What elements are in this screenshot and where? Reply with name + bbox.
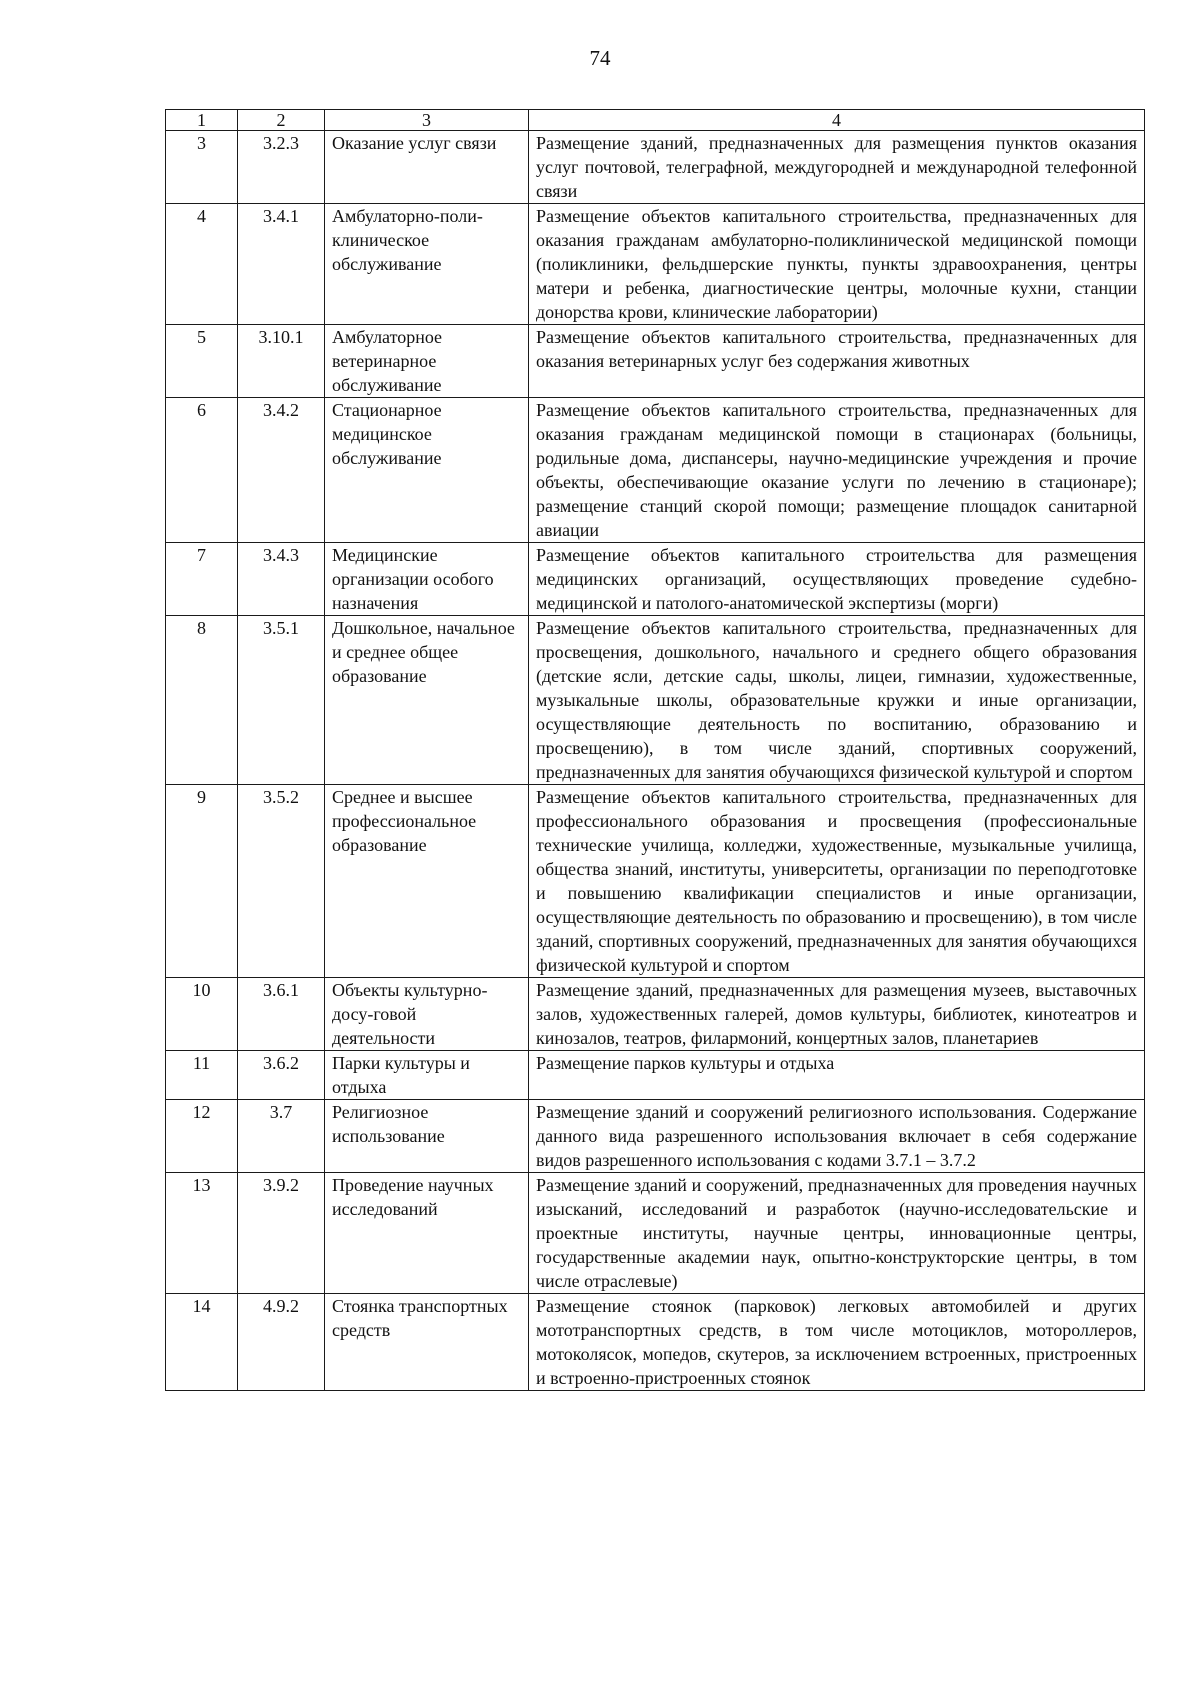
row-description: Размещение парков культуры и отдыха: [529, 1051, 1145, 1100]
land-use-table: [165, 109, 1145, 1391]
column-header-4: 4: [529, 110, 1145, 131]
row-description: Размещение зданий и сооружений, предназначенных для проведения научных изысканий, исследований и разработок (научно-исследовательские и проектные институты, научные центры, инновационные центры, государственные академии наук, опытно-конструкторские центры, в том числе отраслевые): [529, 1173, 1145, 1294]
table-row: [166, 978, 1145, 1051]
row-name: Парки культуры и отдыха: [325, 1051, 529, 1100]
row-code: 3.4.3: [238, 543, 325, 616]
row-code: 3.2.3: [238, 131, 325, 204]
column-header-3: 3: [325, 110, 529, 131]
row-name: Религиозное использование: [325, 1100, 529, 1173]
row-number: 10: [166, 978, 238, 1051]
row-number: 8: [166, 616, 238, 785]
row-name: Проведение научных исследований: [325, 1173, 529, 1294]
row-number: 11: [166, 1051, 238, 1100]
table-row: [166, 1100, 1145, 1173]
row-name: Медицинские организации особого назначения: [325, 543, 529, 616]
table-row: [166, 543, 1145, 616]
table-row: [166, 398, 1145, 543]
row-code: 3.6.2: [238, 1051, 325, 1100]
row-code: 3.10.1: [238, 325, 325, 398]
row-code: 3.4.2: [238, 398, 325, 543]
table-row: [166, 131, 1145, 204]
row-number: 7: [166, 543, 238, 616]
row-number: 4: [166, 204, 238, 325]
table-row: [166, 1051, 1145, 1100]
table-row: [166, 204, 1145, 325]
row-code: 3.5.1: [238, 616, 325, 785]
row-name: Амбулаторно-поли-клиническое обслуживание: [325, 204, 529, 325]
header-row: [166, 110, 1145, 131]
row-code: 3.9.2: [238, 1173, 325, 1294]
table-row: [166, 1173, 1145, 1294]
column-header-2: 2: [238, 110, 325, 131]
row-number: 12: [166, 1100, 238, 1173]
row-number: 9: [166, 785, 238, 978]
table-row: [166, 785, 1145, 978]
row-description: Размещение объектов капитального строительства, предназначенных для просвещения, дошкольного, начального и среднего общего образования (детские ясли, детские сады, школы, лицеи, гимназии, художественные, музыкальные школы, образовательные кружки и иные организации, осуществляющие деятельность по воспитанию, образованию и просвещению), в том числе зданий, спортивных сооружений, предназначенных для занятия обучающихся физической культурой и спортом: [529, 616, 1145, 785]
row-name: Стационарное медицинское обслуживание: [325, 398, 529, 543]
row-description: Размещение объектов капитального строительства, предназначенных для оказания гражданам медицинской помощи в стационарах (больницы, родильные дома, диспансеры, научно-медицинские учреждения и прочие объекты, обеспечивающие оказание услуги по лечению в стационаре); размещение станций скорой помощи; размещение площадок санитарной авиации: [529, 398, 1145, 543]
row-name: Среднее и высшее профессиональное образование: [325, 785, 529, 978]
row-number: 13: [166, 1173, 238, 1294]
row-number: 14: [166, 1294, 238, 1391]
row-description: Размещение зданий, предназначенных для размещения музеев, выставочных залов, художественных галерей, домов культуры, библиотек, кинотеатров и кинозалов, театров, филармоний, концертных залов, планетариев: [529, 978, 1145, 1051]
table-header: [166, 110, 1145, 131]
row-name: Оказание услуг связи: [325, 131, 529, 204]
table-row: [166, 616, 1145, 785]
row-description: Размещение зданий, предназначенных для размещения пунктов оказания услуг почтовой, телеграфной, междугородней и международной телефонной связи: [529, 131, 1145, 204]
column-header-1: 1: [166, 110, 238, 131]
row-name: Амбулаторное ветеринарное обслуживание: [325, 325, 529, 398]
row-number: 5: [166, 325, 238, 398]
table-row: [166, 325, 1145, 398]
row-code: 3.6.1: [238, 978, 325, 1051]
row-number: 3: [166, 131, 238, 204]
row-description: Размещение зданий и сооружений религиозного использования. Содержание данного вида разрешенного использования включает в себя содержание видов разрешенного использования с кодами 3.7.1 – 3.7.2: [529, 1100, 1145, 1173]
row-description: Размещение объектов капитального строительства, предназначенных для оказания ветеринарных услуг без содержания животных: [529, 325, 1145, 398]
row-description: Размещение стоянок (парковок) легковых автомобилей и других мототранспортных средств, в том числе мотоциклов, мотороллеров, мотоколясок, мопедов, скутеров, за исключением встроенных, пристроенных и встроенно-пристроенных стоянок: [529, 1294, 1145, 1391]
row-description: Размещение объектов капитального строительства, предназначенных для профессионального образования и просвещения (профессиональные технические училища, колледжи, художественные, музыкальные училища, общества знаний, институты, университеты, организации по переподготовке и повышению квалификации специалистов и иные организации, осуществляющие деятельность по образованию и просвещению), в том числе зданий, спортивных сооружений, предназначенных для занятия обучающихся физической культурой и спортом: [529, 785, 1145, 978]
row-name: Объекты культурно-досу-говой деятельности: [325, 978, 529, 1051]
row-description: Размещение объектов капитального строительства для размещения медицинских организаций, осуществляющих проведение судебно-медицинской и патолого-анатомической экспертизы (морги): [529, 543, 1145, 616]
table-row: [166, 1294, 1145, 1391]
page-number: 74: [589, 46, 611, 70]
row-code: 3.7: [238, 1100, 325, 1173]
row-code: 3.5.2: [238, 785, 325, 978]
row-name: Дошкольное, начальное и среднее общее образование: [325, 616, 529, 785]
row-name: Стоянка транспортных средств: [325, 1294, 529, 1391]
row-number: 6: [166, 398, 238, 543]
row-code: 4.9.2: [238, 1294, 325, 1391]
row-code: 3.4.1: [238, 204, 325, 325]
table-body: [166, 131, 1145, 1391]
row-description: Размещение объектов капитального строительства, предназначенных для оказания гражданам амбулаторно-поликлинической медицинской помощи (поликлиники, фельдшерские пункты, пункты здравоохранения, центры матери и ребенка, диагностические центры, молочные кухни, станции донорства крови, клинические лаборатории): [529, 204, 1145, 325]
